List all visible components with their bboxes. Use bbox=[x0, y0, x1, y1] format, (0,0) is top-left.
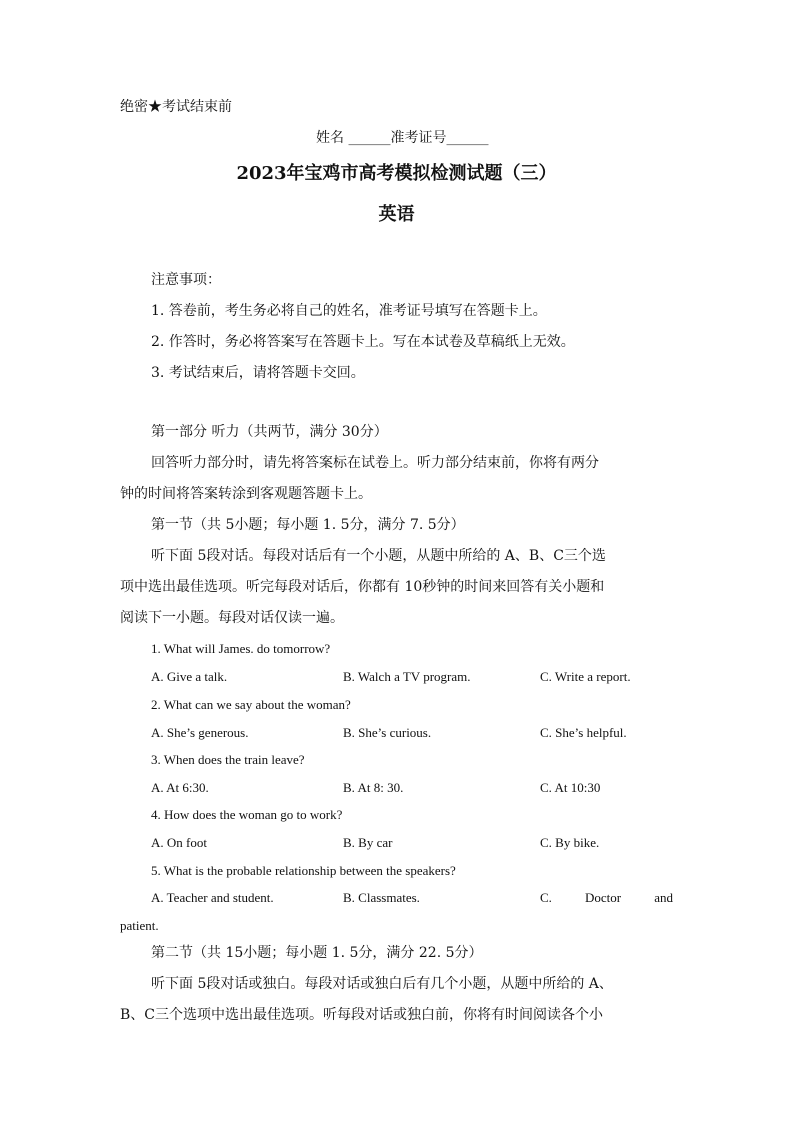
section2-intro-line2: B、C三个选项中选出最佳选项。听每段对话或独白前，你将有时间阅读各个小 bbox=[120, 1007, 603, 1023]
part1-heading: 第一部分 听力（共两节，满分 30分） bbox=[151, 424, 388, 440]
question-2-option-a: A. She’s generous. bbox=[151, 725, 249, 740]
question-4-option-c: C. By bike. bbox=[540, 835, 600, 850]
question-5-option-c bbox=[540, 889, 673, 907]
section2-intro-line1: 听下面 5段对话或独白。每段对话或独白后有几个小题，从题中所给的 A、 bbox=[151, 976, 613, 992]
question-2: 2. What can we say about the woman? bbox=[151, 697, 351, 712]
question-1-option-a: A. Give a talk. bbox=[151, 669, 228, 684]
question-4: 4. How does the woman go to work? bbox=[151, 807, 343, 822]
question-4-option-b: B. By car bbox=[343, 835, 393, 850]
question-1: 1. What will James. do tomorrow? bbox=[151, 641, 331, 656]
note-item-1: 1. 答卷前，考生务必将自己的姓名，准考证号填写在答题卡上。 bbox=[151, 303, 547, 319]
exam-title: 2023年宝鸡市高考模拟检测试题（三） bbox=[236, 163, 557, 184]
confidential-label: 绝密★考试结束前 bbox=[120, 99, 232, 115]
question-4-option-a: A. On foot bbox=[151, 835, 207, 850]
question-2-option-b: B. She’s curious. bbox=[343, 725, 432, 740]
question-3: 3. When does the train leave? bbox=[151, 752, 305, 767]
question-1-option-c: C. Write a report. bbox=[540, 669, 631, 684]
question-3-option-b: B. At 8: 30. bbox=[343, 780, 404, 795]
question-5-option-c-word2: and bbox=[654, 890, 673, 905]
note-item-3: 3. 考试结束后，请将答题卡交回。 bbox=[151, 365, 365, 381]
part1-intro-line1: 回答听力部分时，请先将答案标在试卷上。听力部分结束前，你将有两分 bbox=[151, 455, 599, 471]
question-1-option-b: B. Walch a TV program. bbox=[343, 669, 471, 684]
question-3-option-a: A. At 6:30. bbox=[151, 780, 209, 795]
question-5-option-c-continued: patient. bbox=[120, 918, 159, 933]
question-5: 5. What is the probable relationship between the speakers? bbox=[151, 863, 456, 878]
section1-intro-line3: 阅读下一小题。每段对话仅读一遍。 bbox=[120, 610, 344, 626]
section1-heading: 第一节（共 5小题；每小题 1. 5分，满分 7. 5分） bbox=[151, 517, 465, 533]
section1-intro-line2: 项中选出最佳选项。听完每段对话后，你都有 10秒钟的时间来回答有关小题和 bbox=[120, 579, 605, 595]
name-and-id-line: 姓名 ______准考证号______ bbox=[316, 130, 489, 146]
question-3-option-c: C. At 10:30 bbox=[540, 780, 601, 795]
section1-intro-line1: 听下面 5段对话。每段对话后有一个小题，从题中所给的 A、B、C三个选 bbox=[151, 548, 606, 564]
notes-heading: 注意事项： bbox=[151, 272, 221, 288]
subject-title: 英语 bbox=[378, 204, 415, 225]
question-5-option-b: B. Classmates. bbox=[343, 890, 420, 905]
section2-heading: 第二节（共 15小题；每小题 1. 5分，满分 22. 5分） bbox=[151, 945, 483, 961]
question-5-option-c-letter: C. bbox=[540, 890, 552, 905]
part1-intro-line2: 钟的时间将答案转涂到客观题答题卡上。 bbox=[120, 486, 372, 502]
question-2-option-c: C. She’s helpful. bbox=[540, 725, 627, 740]
question-5-option-a: A. Teacher and student. bbox=[151, 890, 274, 905]
question-5-option-c-word1: Doctor bbox=[585, 890, 622, 905]
note-item-2: 2. 作答时，务必将答案写在答题卡上。写在本试卷及草稿纸上无效。 bbox=[151, 334, 575, 350]
